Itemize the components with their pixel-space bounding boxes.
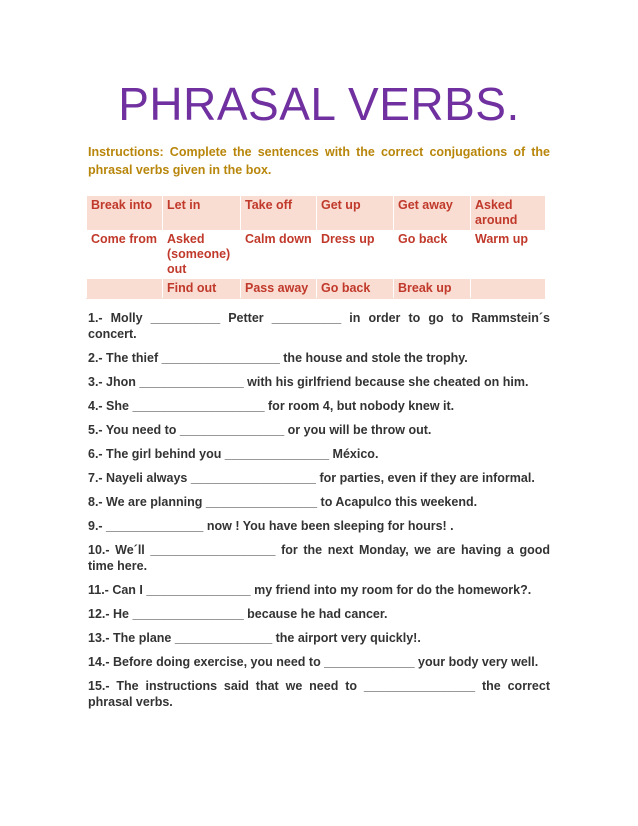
exercise-sentence-2: 2.- The thief _________________ the house and stole the trophy.: [88, 351, 468, 365]
exercise-sentence-list: [88, 310, 550, 718]
exercise-sentence-1: 1.- Molly __________ Petter __________ in order to go to Rammstein´s concert.: [88, 311, 550, 341]
page-title: PHRASAL VERBS.: [118, 78, 520, 130]
verb-cell: Get away: [394, 196, 471, 230]
verb-cell: Asked around: [471, 196, 545, 230]
verb-cell: Come from: [87, 230, 163, 279]
exercise-sentence-5: 5.- You need to _______________ or you will be throw out.: [88, 423, 432, 437]
verb-cell: [471, 279, 545, 299]
verb-cell: Take off: [241, 196, 317, 230]
exercise-sentence-13: 13.- The plane ______________ the airport very quickly!.: [88, 631, 421, 645]
verb-box-row: [87, 230, 545, 279]
exercise-sentence-10: 10.- We´ll __________________ for the next Monday, we are having a good time here.: [88, 543, 550, 573]
verb-cell: [87, 279, 163, 299]
verb-cell: Calm down: [241, 230, 317, 279]
exercise-sentence-11: 11.- Can I _______________ my friend into my room for do the homework?.: [88, 583, 532, 597]
instructions-text: Instructions: Complete the sentences with the correct conjugations of the phrasal verbs given in the box.: [88, 145, 550, 177]
exercise-sentence-9: 9.- ______________ now ! You have been sleeping for hours! .: [88, 519, 454, 533]
exercise-sentence-4: 4.- She ___________________ for room 4, but nobody knew it.: [88, 399, 455, 413]
exercise-sentence-15: 15.- The instructions said that we need to ________________ the correct phrasal verbs.: [88, 679, 550, 709]
verb-cell: Asked (someone) out: [163, 230, 241, 279]
verb-cell: Get up: [317, 196, 394, 230]
verb-box-row: [87, 196, 545, 230]
phrasal-verb-box: [86, 196, 545, 299]
verb-cell: Warm up: [471, 230, 545, 279]
exercise-sentence-14: 14.- Before doing exercise, you need to _____________ your body very well.: [88, 655, 539, 669]
verb-cell: Break up: [394, 279, 471, 299]
verb-cell: Go back: [394, 230, 471, 279]
verb-cell: Pass away: [241, 279, 317, 299]
exercise-sentence-8: 8.- We are planning ________________ to Acapulco this weekend.: [88, 495, 478, 509]
exercise-sentence-6: 6.- The girl behind you _______________ México.: [88, 447, 379, 461]
verb-cell: Find out: [163, 279, 241, 299]
verb-cell: Go back: [317, 279, 394, 299]
verb-cell: Break into: [87, 196, 163, 230]
exercise-sentence-3: 3.- Jhon _______________ with his girlfriend because she cheated on him.: [88, 375, 529, 389]
verb-cell: Dress up: [317, 230, 394, 279]
verb-box-row: [87, 279, 545, 299]
verb-cell: Let in: [163, 196, 241, 230]
exercise-sentence-7: 7.- Nayeli always __________________ for parties, even if they are informal.: [88, 471, 535, 485]
exercise-sentence-12: 12.- He ________________ because he had cancer.: [88, 607, 388, 621]
